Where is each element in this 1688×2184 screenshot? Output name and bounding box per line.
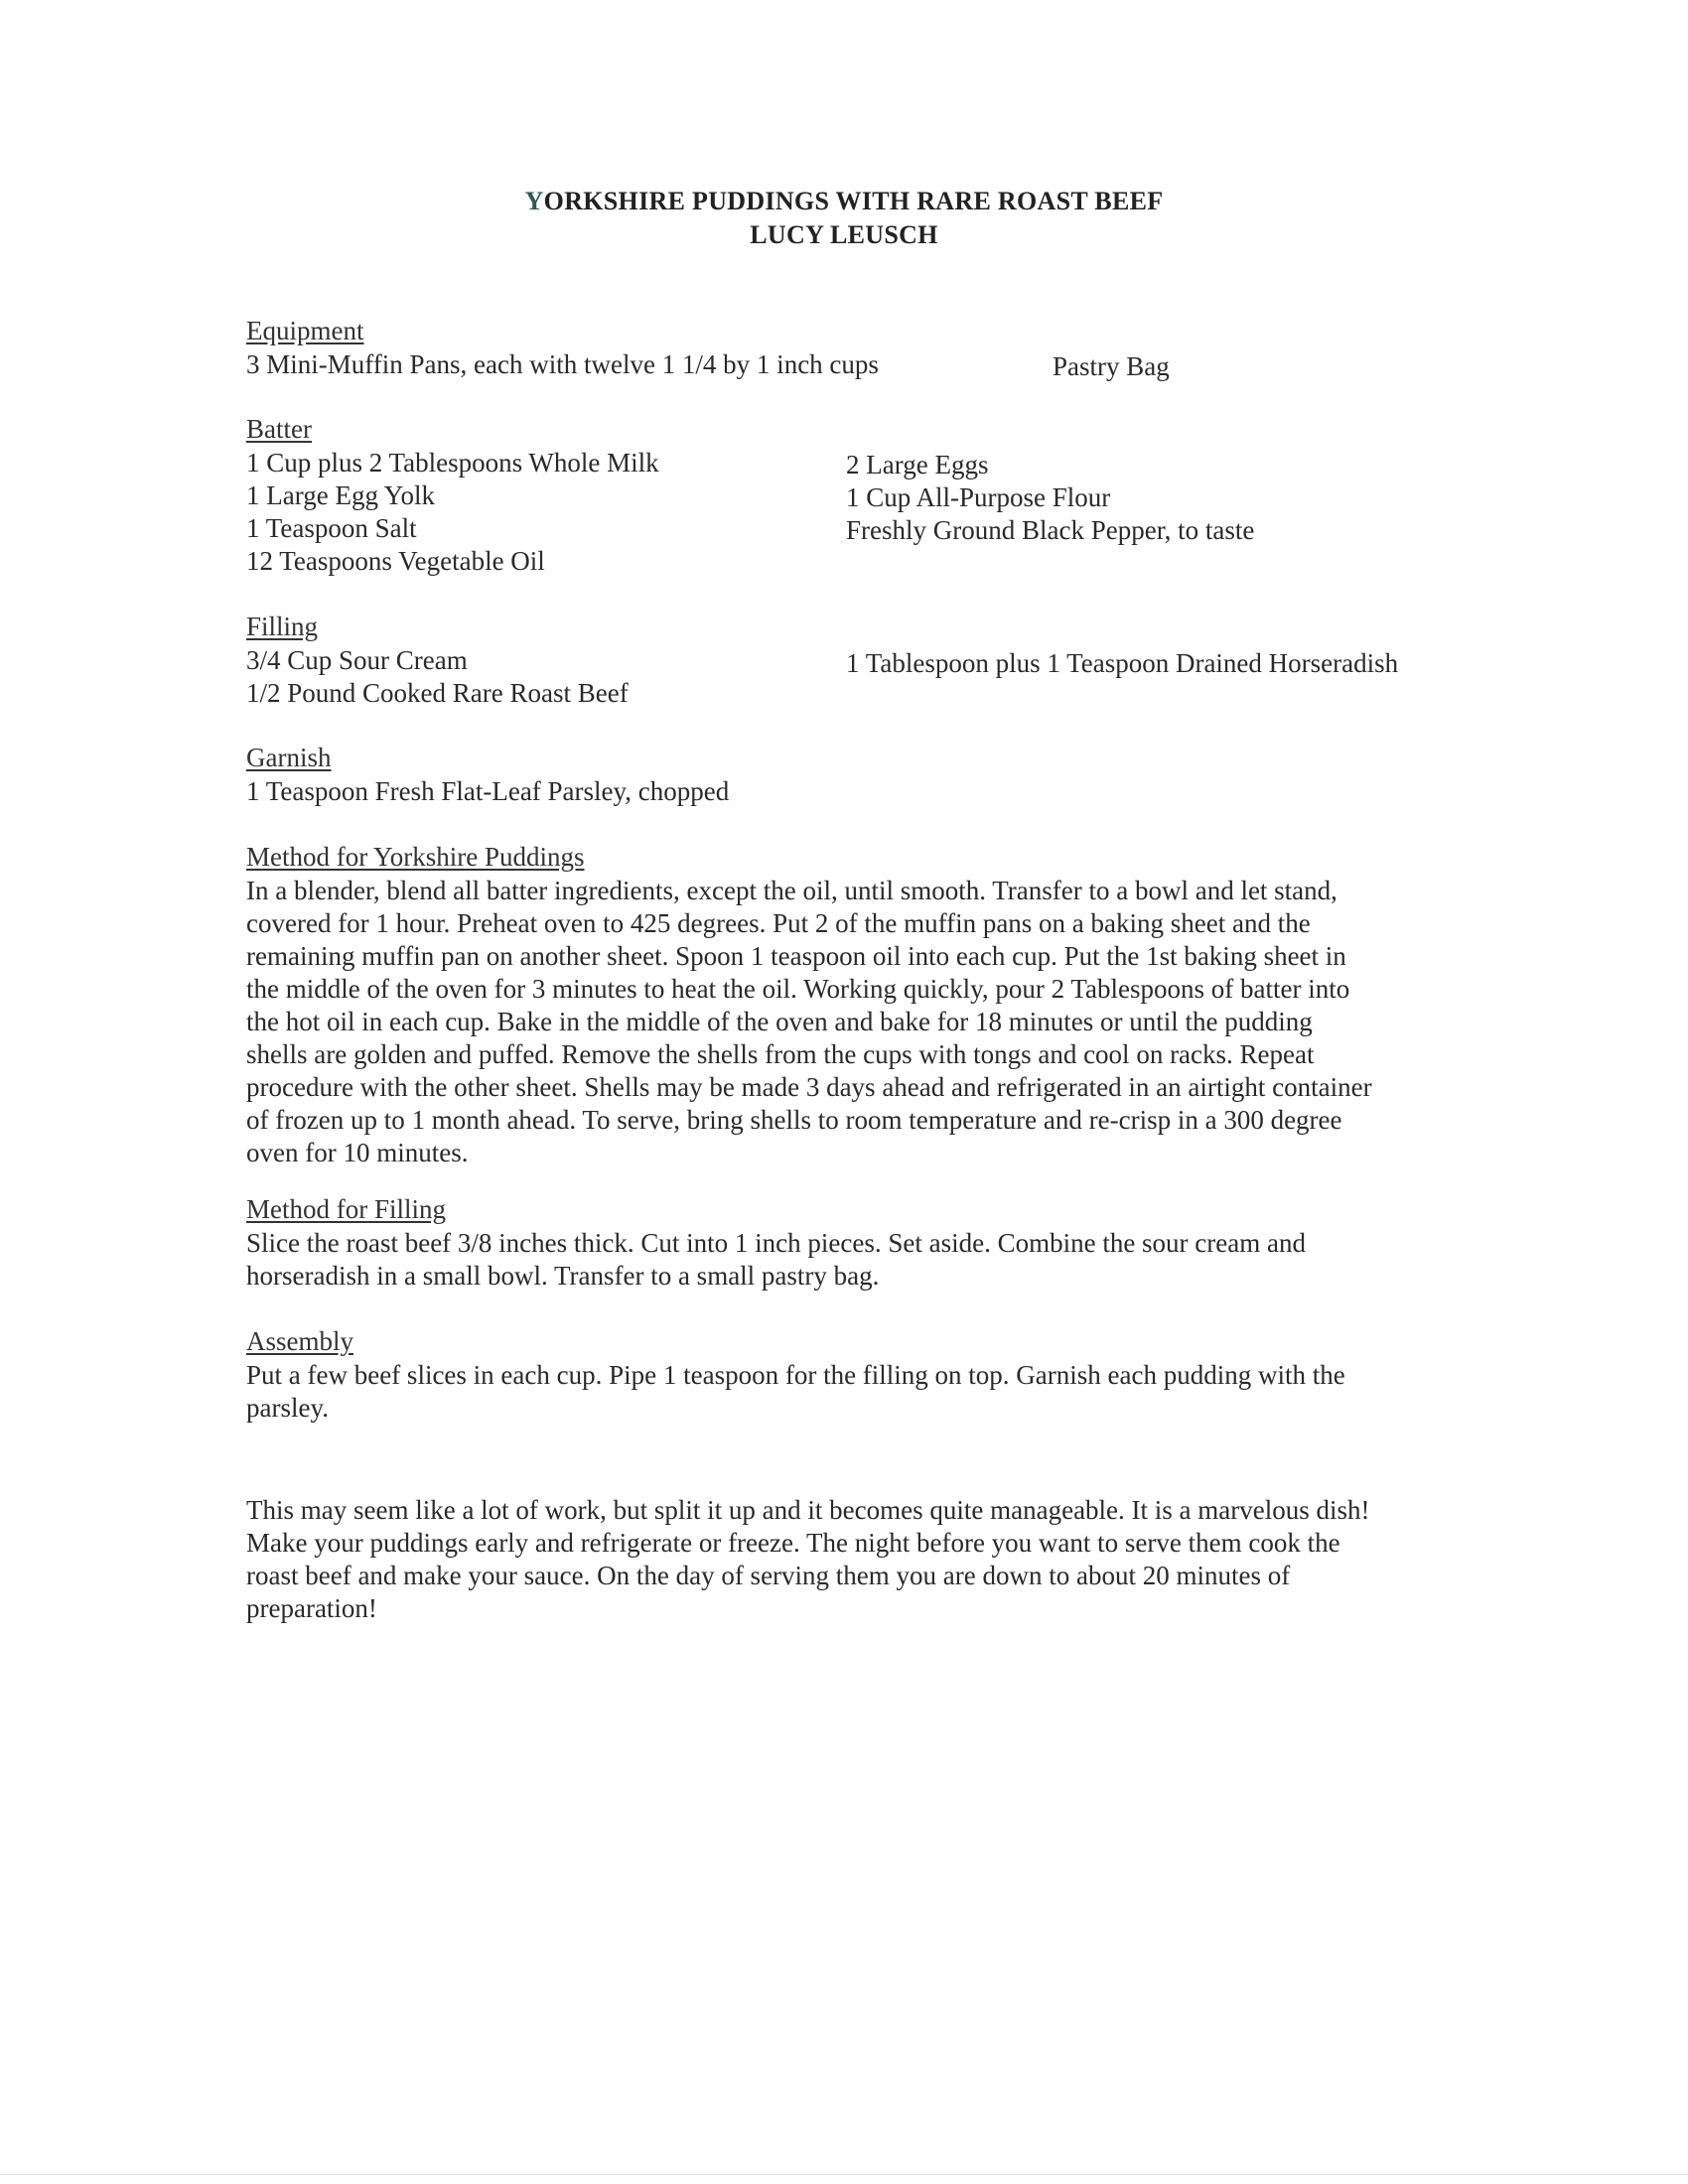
filling-item: 1 Tablespoon plus 1 Teaspoon Drained Horseradish [846,648,1399,678]
closing-note [246,1494,1438,1625]
method-filling-text [246,1227,1438,1293]
paragraph-line: covered for 1 hour. Preheat oven to 425 degrees. Put 2 of the muffin pans on a baking sheet and the [246,908,1311,938]
filling-item: 3/4 Cup Sour Cream [246,645,468,675]
method-puddings-text [246,875,1438,1169]
batter-item: 1 Teaspoon Salt [246,513,417,543]
paragraph-line: the middle of the oven for 3 minutes to heat the oil. Working quickly, pour 2 Tablespoons of batter into [246,974,1350,1004]
assembly-text [246,1359,1438,1425]
paragraph-line: Put a few beef slices in each cup. Pipe 1 teaspoon for the filling on top. Garnish each pudding with the [246,1360,1345,1390]
equipment-item: Pastry Bag [1053,351,1170,381]
batter-item: 1 Cup plus 2 Tablespoons Whole Milk [246,448,659,478]
paragraph-line: oven for 10 minutes. [246,1138,469,1167]
paragraph-line: Make your puddings early and refrigerate or freeze. The night before you want to serve them cook the [246,1528,1340,1558]
method-puddings-heading: Method for Yorkshire Puddings [246,842,585,872]
recipe-title-initial: Y [524,187,544,215]
garnish-item: 1 Teaspoon Fresh Flat-Leaf Parsley, chopped [246,776,730,806]
recipe-author: LUCY LEUSCH [750,220,938,249]
paragraph-line: This may seem like a lot of work, but split it up and it becomes quite manageable. It is a marvelous dish! [246,1495,1370,1525]
filling-heading: Filling [246,612,319,641]
batter-item: 1 Cup All-Purpose Flour [846,482,1111,512]
equipment-heading: Equipment [246,316,364,345]
garnish-heading: Garnish [246,743,332,772]
paragraph-line: In a blender, blend all batter ingredients, except the oil, until smooth. Transfer to a bowl and let stand, [246,876,1337,905]
paragraph-line: shells are golden and puffed. Remove the shells from the cups with tongs and cool on racks. Repeat [246,1039,1315,1069]
filling-item: 1/2 Pound Cooked Rare Roast Beef [246,678,629,708]
paragraph-line: remaining muffin pan on another sheet. Spoon 1 teaspoon oil into each cup. Put the 1st baking sheet in [246,941,1346,971]
method-filling-heading: Method for Filling [246,1194,446,1224]
batter-item: 2 Large Eggs [846,450,989,479]
paragraph-line: preparation! [246,1593,377,1623]
equipment-item: 3 Mini-Muffin Pans, each with twelve 1 1/4 by 1 inch cups [246,349,879,379]
paragraph-line: procedure with the other sheet. Shells may be made 3 days ahead and refrigerated in an airtight container [246,1072,1372,1102]
paragraph-line: parsley. [246,1393,329,1423]
paragraph-line: roast beef and make your sauce. On the day of serving them you are down to about 20 minutes of [246,1561,1291,1590]
recipe-title-rest: ORKSHIRE PUDDINGS WITH RARE ROAST BEEF [543,187,1164,215]
paragraph-line: horseradish in a small bowl. Transfer to a small pastry bag. [246,1261,880,1291]
paragraph-line: of frozen up to 1 month ahead. To serve, bring shells to room temperature and re-crisp in a 300 degree [246,1105,1342,1135]
batter-item: Freshly Ground Black Pepper, to taste [846,515,1255,545]
paragraph-line: the hot oil in each cup. Bake in the middle of the oven and bake for 18 minutes or until the pudding [246,1007,1313,1036]
paragraph-line: Slice the roast beef 3/8 inches thick. Cut into 1 inch pieces. Set aside. Combine the sour cream and [246,1228,1306,1258]
scan-edge-divider [0,2174,1688,2175]
recipe-title [0,187,1688,216]
batter-item: 1 Large Egg Yolk [246,480,436,510]
assembly-heading: Assembly [246,1326,353,1356]
batter-heading: Batter [246,414,312,444]
batter-item: 12 Teaspoons Vegetable Oil [246,546,545,576]
